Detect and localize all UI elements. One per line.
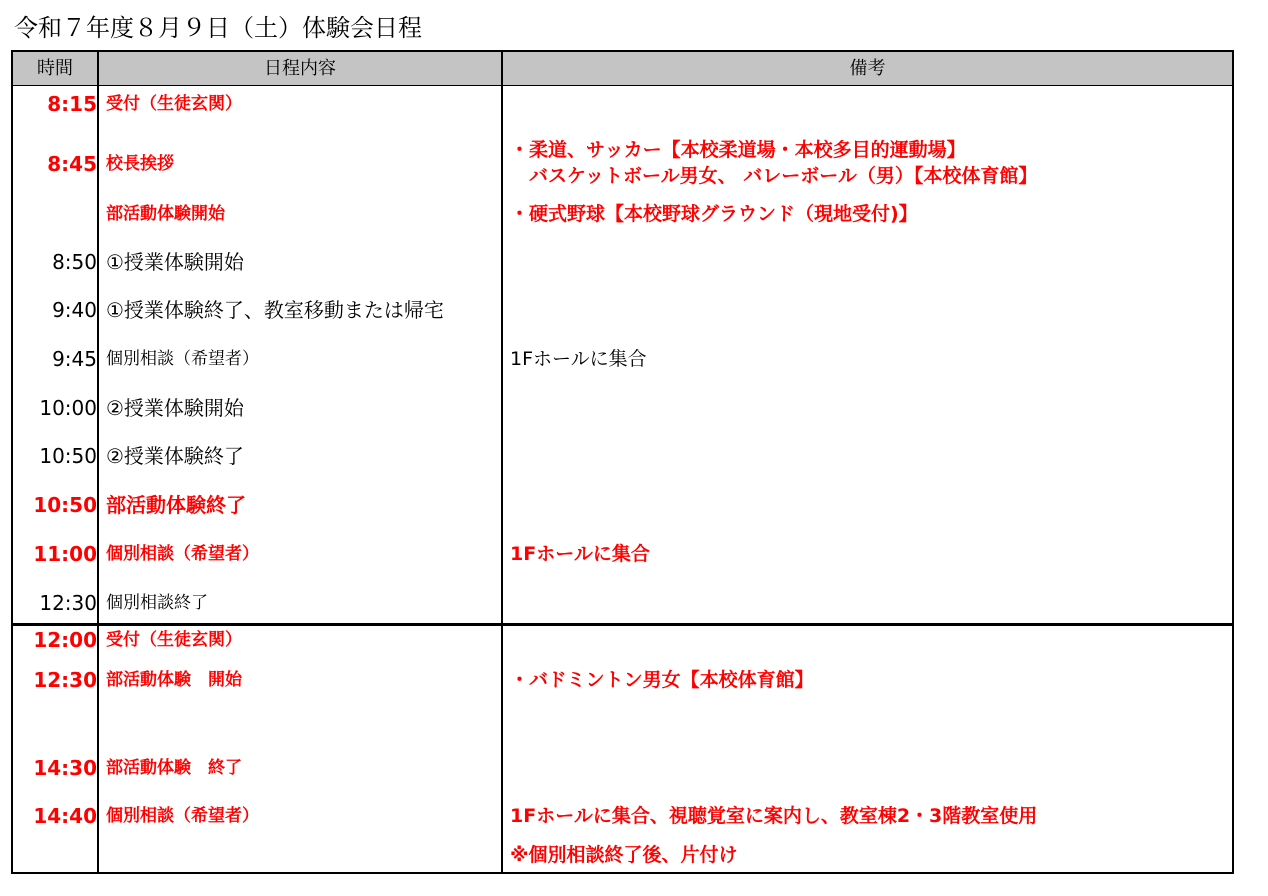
note-cell: 1Fホールに集合 — [510, 348, 647, 370]
header-time: 時間 — [37, 58, 73, 79]
content-cell: 個別相談（希望者） — [106, 806, 259, 826]
time-cell: 11:00 — [33, 542, 97, 566]
time-cell: 9:40 — [52, 298, 97, 322]
header-notes: 備考 — [849, 58, 886, 79]
content-cell: 個別相談（希望者） — [106, 544, 259, 564]
content-cell: 個別相談（希望者） — [106, 349, 259, 369]
page-title: 令和７年度８月９日（土）体験会日程 — [14, 14, 422, 42]
column-divider-content — [501, 52, 503, 872]
note-cell: ※個別相談終了後、片付け — [510, 844, 738, 866]
section-divider — [13, 623, 1232, 626]
time-cell: 10:50 — [39, 444, 97, 468]
content-cell: 受付（生徒玄関） — [106, 94, 242, 114]
content-cell: 校長挨拶 — [106, 154, 174, 174]
content-cell: 受付（生徒玄関） — [106, 630, 242, 650]
note-cell: ・柔道、サッカー【本校柔道場・本校多目的運動場】 — [510, 139, 966, 161]
column-divider-time — [97, 52, 99, 872]
content-cell: ②授業体験開始 — [106, 396, 244, 420]
content-cell: 部活動体験終了 — [106, 493, 246, 517]
note-cell: 1Fホールに集合 — [510, 543, 650, 565]
time-cell: 8:45 — [47, 152, 97, 176]
time-cell: 12:00 — [33, 628, 97, 652]
content-cell: ①授業体験終了、教室移動または帰宅 — [106, 298, 444, 322]
content-cell: ②授業体験終了 — [106, 444, 244, 468]
time-cell: 12:30 — [33, 668, 97, 692]
time-cell: 10:00 — [39, 396, 97, 420]
time-cell: 14:30 — [33, 756, 97, 780]
schedule-table — [11, 50, 1234, 874]
note-cell: バスケットボール男女、 バレーボール（男）【本校体育館】 — [510, 165, 1038, 187]
note-cell: 1Fホールに集合、視聴覚室に案内し、教室棟2・3階教室使用 — [510, 805, 1038, 827]
content-cell: 部活動体験開始 — [106, 204, 225, 224]
table-header-row — [13, 52, 1232, 86]
time-cell: 10:50 — [33, 493, 97, 517]
content-cell: ①授業体験開始 — [106, 250, 244, 274]
content-cell: 部活動体験 開始 — [106, 670, 242, 690]
time-cell: 9:45 — [52, 347, 97, 371]
content-cell: 部活動体験 終了 — [106, 758, 242, 778]
time-cell: 12:30 — [39, 591, 97, 615]
header-content: 日程内容 — [264, 58, 336, 79]
note-cell: ・バドミントン男女【本校体育館】 — [510, 669, 814, 691]
content-cell: 個別相談終了 — [106, 593, 208, 613]
time-cell: 14:40 — [33, 804, 97, 828]
time-cell: 8:15 — [47, 92, 97, 116]
time-cell: 8:50 — [52, 250, 97, 274]
note-cell: ・硬式野球【本校野球グラウンド（現地受付)】 — [510, 203, 918, 225]
